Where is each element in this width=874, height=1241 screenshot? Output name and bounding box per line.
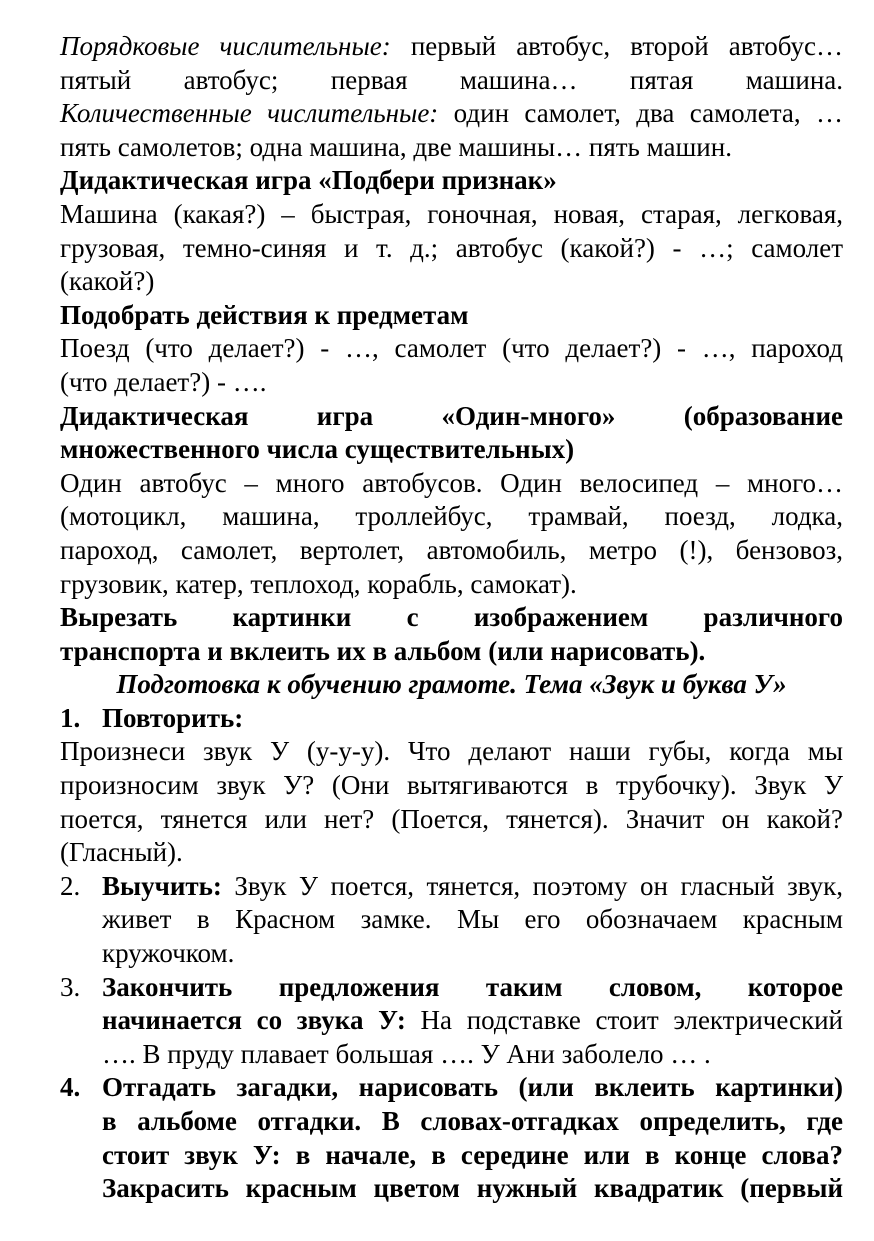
game2-line-2: (мотоцикл, машина, троллейбус, трамвай, поезд, лодка, bbox=[60, 501, 843, 532]
cardinal-label: Количественные числительные: bbox=[60, 98, 439, 129]
game1-title: Дидактическая игра «Подбери признак» bbox=[60, 165, 557, 196]
game2-line-4: грузовик, катер, теплоход, корабль, самокат). bbox=[60, 568, 577, 599]
item-2-line-1: Выучить: Звук У поется, тянется, поэтому он гласный звук, bbox=[102, 870, 843, 901]
game2-line-3: пароход, самолет, вертолет, автомобиль, метро (!), бензовоз, bbox=[60, 534, 843, 565]
item-1-number: 1. bbox=[60, 702, 81, 733]
cut-line-2: транспорта и вклеить их в альбом (или нарисовать). bbox=[60, 635, 706, 666]
item-3-line-3: …. В пруду плавает большая …. У Ани заболело … . bbox=[102, 1038, 711, 1069]
game2-title-1: Дидактическая игра «Один-много» (образование bbox=[60, 400, 843, 431]
actions-title: Подобрать действия к предметам bbox=[60, 299, 469, 330]
repeat-line-1: Произнеси звук У (у-у-у). Что делают наши губы, когда мы bbox=[60, 736, 843, 767]
cardinal-line-2: пять самолетов; одна машина, две машины… пять машин. bbox=[60, 131, 732, 162]
cut-line-1: Вырезать картинки с изображением различного bbox=[60, 602, 843, 633]
literacy-heading: Подготовка к обучению грамоте. Тема «Звук и буква У» bbox=[116, 669, 787, 700]
cardinal-line-1: Количественные числительные: один самолет, два самолета, … bbox=[60, 98, 843, 129]
item-2-number: 2. bbox=[60, 870, 81, 901]
item-4-line-1: Отгадать загадки, нарисовать (или вклеить картинки) bbox=[102, 1072, 843, 1103]
item-2-line-2: живет в Красном замке. Мы его обозначаем красным bbox=[102, 904, 843, 935]
actions-line-1: Поезд (что делает?) - …, самолет (что делает?) - …, пароход bbox=[60, 333, 843, 364]
ordinal-label: Порядковые числительные: bbox=[60, 31, 391, 61]
game1-line-1: Машина (какая?) – быстрая, гоночная, новая, старая, легковая, bbox=[60, 198, 843, 229]
game2-title-2: множественного числа существительных) bbox=[60, 434, 575, 465]
repeat-line-2: произносим звук У? (Они вытягиваются в трубочку). Звук У bbox=[60, 770, 843, 801]
item-2-line-3: кружочком. bbox=[102, 938, 235, 969]
item-4-number: 4. bbox=[60, 1072, 81, 1103]
document-page bbox=[60, 30, 843, 1206]
item-3-number: 3. bbox=[60, 971, 81, 1002]
item-1 bbox=[60, 702, 843, 736]
item-1-title: Повторить: bbox=[102, 702, 244, 733]
ordinal-line-1: Порядковые числительные: первый автобус, второй автобус… bbox=[60, 31, 844, 61]
item-2 bbox=[60, 870, 843, 971]
game1-line-2: грузовая, темно-синяя и т. д.; автобус (какой?) - …; самолет bbox=[60, 232, 843, 263]
item-3 bbox=[60, 971, 843, 1072]
item-4-line-4: Закрасить красным цветом нужный квадратик (первый bbox=[102, 1173, 843, 1204]
item-3-line-1: Закончить предложения таким словом, которое bbox=[102, 971, 843, 1002]
item-4-line-2: в альбоме отгадки. В словах-отгадках определить, где bbox=[102, 1106, 843, 1136]
game1-line-3: (какой?) bbox=[60, 266, 155, 297]
item-4-line-3: стоит звук У: в начале, в середине или в конце слова? bbox=[102, 1139, 843, 1170]
ordinal-line-2: пятый автобус; первая машина… пятая машина. bbox=[60, 64, 843, 95]
actions-line-2: (что делает?) - …. bbox=[60, 366, 267, 397]
repeat-line-4: (Гласный). bbox=[60, 837, 183, 868]
item-4 bbox=[60, 1071, 843, 1205]
game2-line-1: Один автобус – много автобусов. Один велосипед – много… bbox=[60, 467, 843, 498]
item-3-line-2: начинается со звука У: На подставке стоит электрический bbox=[102, 1005, 843, 1036]
repeat-line-3: поется, тянется или нет? (Поется, тянется). Значит он какой? bbox=[60, 803, 843, 834]
